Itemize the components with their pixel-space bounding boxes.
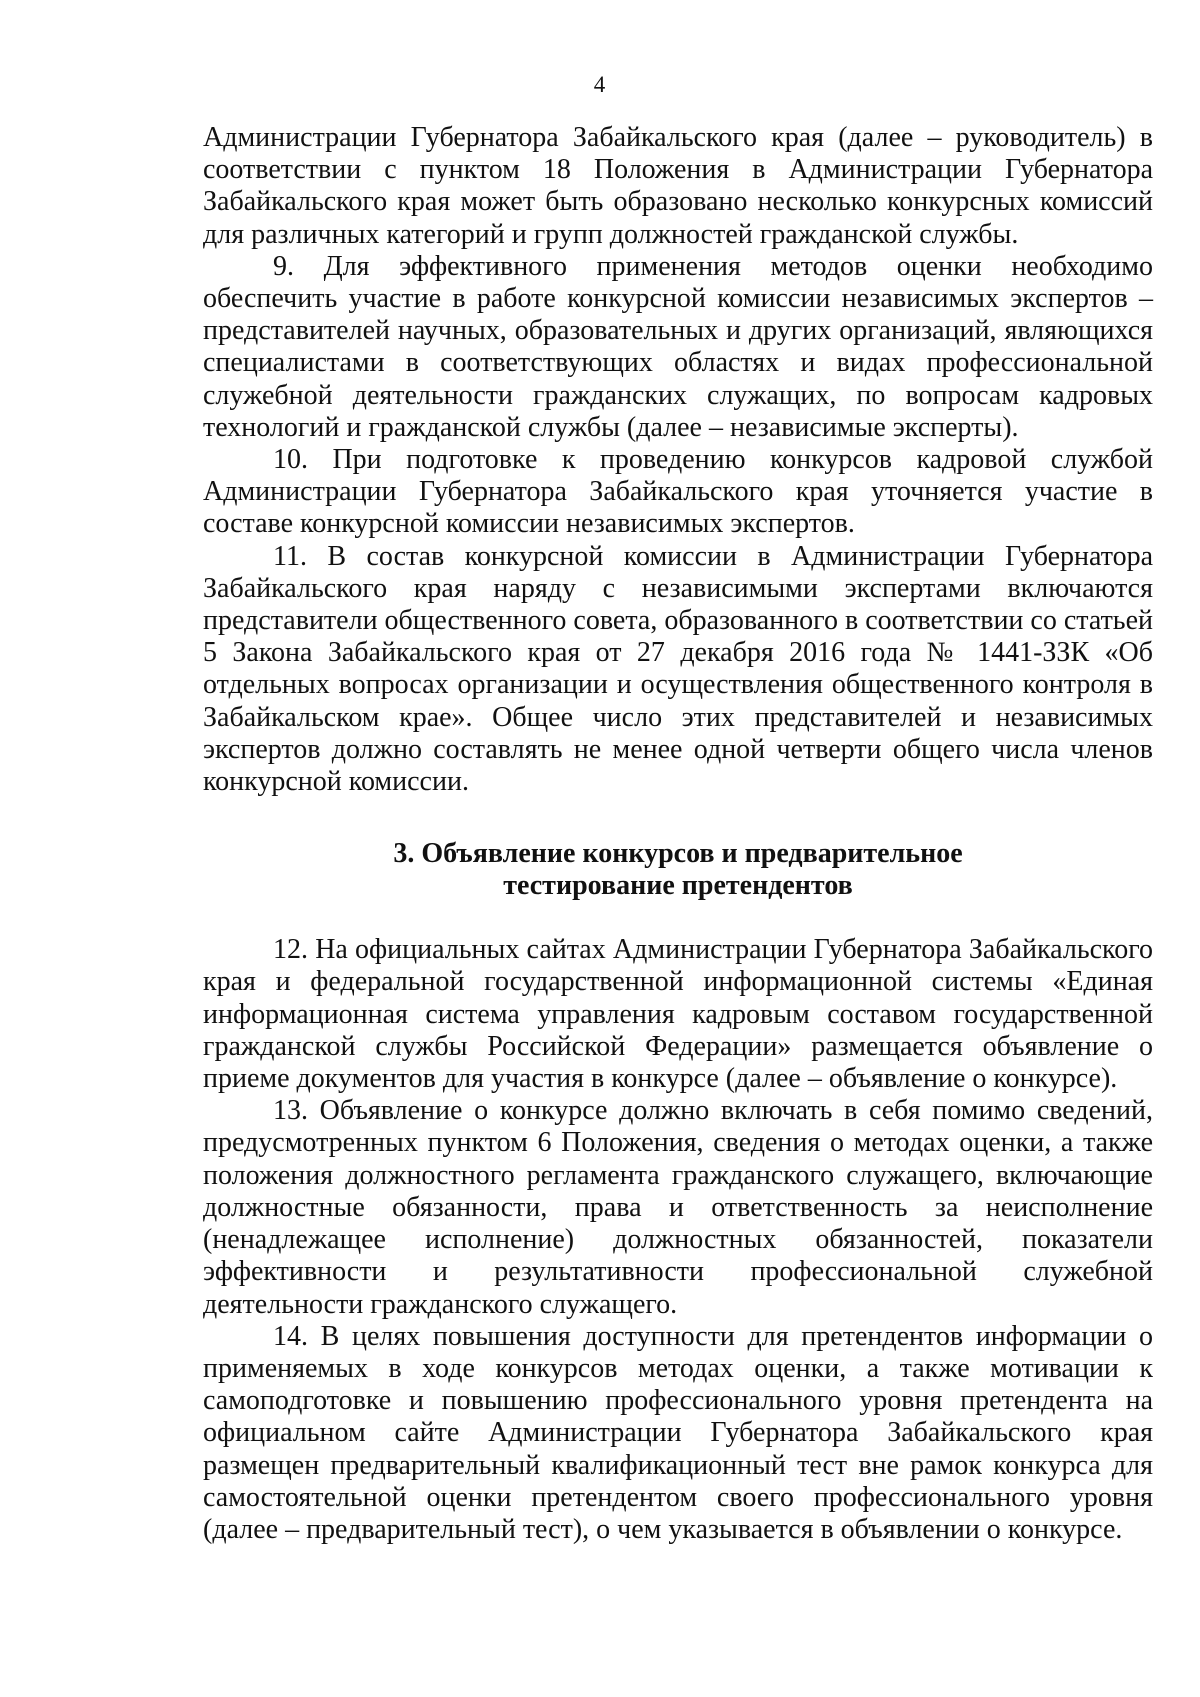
page-number: 4 (593, 72, 606, 97)
paragraph-10: 10. При подготовке к проведению конкурсов кадровой службой Администрации Губернатора Забайкальского края уточняется участие в составе конкурсной комиссии независимых экспертов. (203, 444, 1153, 540)
paragraph-9: 9. Для эффективного применения методов оценки необходимо обеспечить участие в работе конкурсной комиссии независимых экспертов – представителей научных, образовательных и других организаций, являющихся специалистами в соответствующих областях и видах профессиональной служебной деятельности гражданских служащих, по вопросам кадровых технологий и гражданской службы (далее – независимые эксперты). (203, 250, 1153, 443)
paragraphs-after-heading (203, 934, 1153, 1546)
paragraph-14: 14. В целях повышения доступности для претендентов информации о применяемых в ходе конкурсов методах оценки, а также мотивации к самоподготовке и повышению профессионального уровня претендента на официальном сайте Администрации Губернатора Забайкальского края размещен предварительный квалификационный тест вне рамок конкурса для самостоятельной оценки претендентом своего профессионального уровня (далее – предварительный тест), о чем указывается в объявлении о конкурсе. (203, 1320, 1153, 1545)
section-heading-line-1: 3. Объявление конкурсов и предварительное (393, 838, 963, 870)
paragraphs-before-heading (203, 122, 1153, 798)
document-body (203, 122, 1153, 1546)
section-heading (203, 838, 1153, 902)
paragraph-11: 11. В состав конкурсной комиссии в Администрации Губернатора Забайкальского края наряду с независимыми экспертами включаются представители общественного совета, образованного в соответствии со статьей 5 Закона Забайкальского края от 27 декабря 2016 года № 1441-ЗЗК «Об отдельных вопросах организации и осуществления общественного контроля в Забайкальском крае». Общее число этих представителей и независимых экспертов должно составлять не менее одной четверти общего числа членов конкурсной комиссии. (203, 540, 1153, 798)
paragraph-continuation: Администрации Губернатора Забайкальского края (далее – руководитель) в соответствии с пунктом 18 Положения в Администрации Губернатора Забайкальского края может быть образовано несколько конкурсных комиссий для различных категорий и групп должностей гражданской службы. (203, 122, 1153, 250)
paragraph-12: 12. На официальных сайтах Администрации Губернатора Забайкальского края и федеральной государственной информационной системы «Единая информационная система управления кадровым составом государственной гражданской службы Российской Федерации» размещается объявление о приеме документов для участия в конкурсе (далее – объявление о конкурсе). (203, 934, 1153, 1095)
section-heading-line-2: тестирование претендентов (503, 870, 853, 902)
paragraph-13: 13. Объявление о конкурсе должно включать в себя помимо сведений, предусмотренных пунктом 6 Положения, сведения о методах оценки, а также положения должностного регламента гражданского служащего, включающие должностные обязанности, права и ответственность за неисполнение (ненадлежащее исполнение) должностных обязанностей, показатели эффективности и результативности профессиональной служебной деятельности гражданского служащего. (203, 1095, 1153, 1320)
